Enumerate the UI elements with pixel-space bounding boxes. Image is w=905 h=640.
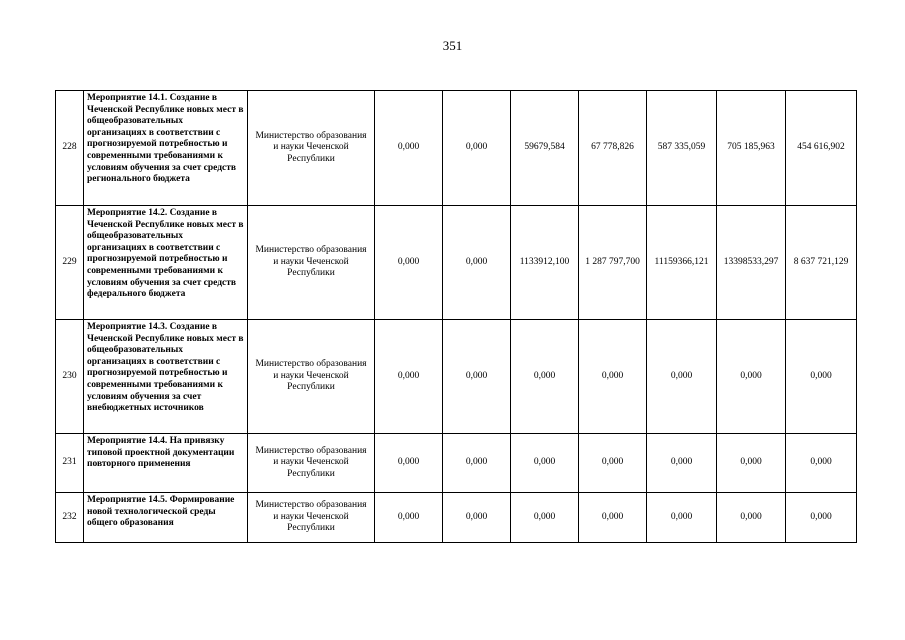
activity-description: Мероприятие 14.2. Создание в Чеченской Республике новых мест в общеобразовательных организациях в соответствии с прогнозируемой потребностью и современными требованиями к условиям обучения за счет средств федерального бюджета [84, 206, 248, 320]
value-cell: 1133912,100 [511, 206, 579, 320]
value-cell: 59679,584 [511, 91, 579, 206]
value-cell: 0,000 [511, 434, 579, 493]
page-number: 351 [442, 38, 463, 53]
table-row [56, 91, 857, 206]
table-row [56, 320, 857, 434]
activity-description: Мероприятие 14.3. Создание в Чеченской Республике новых мест в общеобразовательных организациях в соответствии с прогнозируемой потребностью и современными требованиями к условиям обучения за счет внебюджетных источников [84, 320, 248, 434]
value-cell: 0,000 [717, 434, 786, 493]
value-cell: 0,000 [443, 91, 511, 206]
value-cell: 705 185,963 [717, 91, 786, 206]
value-cell: 0,000 [443, 493, 511, 543]
row-number: 231 [56, 434, 84, 493]
value-cell: 0,000 [579, 434, 647, 493]
activity-description: Мероприятие 14.4. На привязку типовой проектной документации повторного применения [84, 434, 248, 493]
table-row [56, 434, 857, 493]
activity-description: Мероприятие 14.1. Создание в Чеченской Республике новых мест в общеобразовательных организациях в соответствии с прогнозируемой потребностью и современными требованиями к условиям обучения за счет средств регионального бюджета [84, 91, 248, 206]
value-cell: 67 778,826 [579, 91, 647, 206]
row-number: 229 [56, 206, 84, 320]
value-cell: 0,000 [375, 434, 443, 493]
row-number: 232 [56, 493, 84, 543]
value-cell: 0,000 [647, 493, 717, 543]
value-cell: 0,000 [511, 320, 579, 434]
value-cell: 1 287 797,700 [579, 206, 647, 320]
budget-table [55, 90, 857, 543]
value-cell: 587 335,059 [647, 91, 717, 206]
value-cell: 0,000 [375, 206, 443, 320]
value-cell: 0,000 [375, 91, 443, 206]
value-cell: 0,000 [786, 434, 857, 493]
value-cell: 0,000 [443, 320, 511, 434]
value-cell: 13398533,297 [717, 206, 786, 320]
activity-description: Мероприятие 14.5. Формирование новой технологической среды общего образования [84, 493, 248, 543]
row-number: 228 [56, 91, 84, 206]
value-cell: 11159366,121 [647, 206, 717, 320]
executor-cell: Министерство образования и науки Чеченской Республики [248, 434, 375, 493]
value-cell: 0,000 [647, 320, 717, 434]
executor-cell: Министерство образования и науки Чеченской Республики [248, 206, 375, 320]
table-row [56, 493, 857, 543]
value-cell: 0,000 [579, 493, 647, 543]
executor-cell: Министерство образования и науки Чеченской Республики [248, 91, 375, 206]
value-cell: 0,000 [647, 434, 717, 493]
value-cell: 0,000 [511, 493, 579, 543]
value-cell: 0,000 [375, 493, 443, 543]
value-cell: 0,000 [717, 493, 786, 543]
executor-cell: Министерство образования и науки Чеченской Республики [248, 493, 375, 543]
value-cell: 0,000 [443, 434, 511, 493]
value-cell: 0,000 [375, 320, 443, 434]
value-cell: 0,000 [786, 493, 857, 543]
value-cell: 0,000 [579, 320, 647, 434]
value-cell: 454 616,902 [786, 91, 857, 206]
value-cell: 0,000 [443, 206, 511, 320]
value-cell: 0,000 [717, 320, 786, 434]
executor-cell: Министерство образования и науки Чеченской Республики [248, 320, 375, 434]
value-cell: 0,000 [786, 320, 857, 434]
value-cell: 8 637 721,129 [786, 206, 857, 320]
table-row [56, 206, 857, 320]
row-number: 230 [56, 320, 84, 434]
